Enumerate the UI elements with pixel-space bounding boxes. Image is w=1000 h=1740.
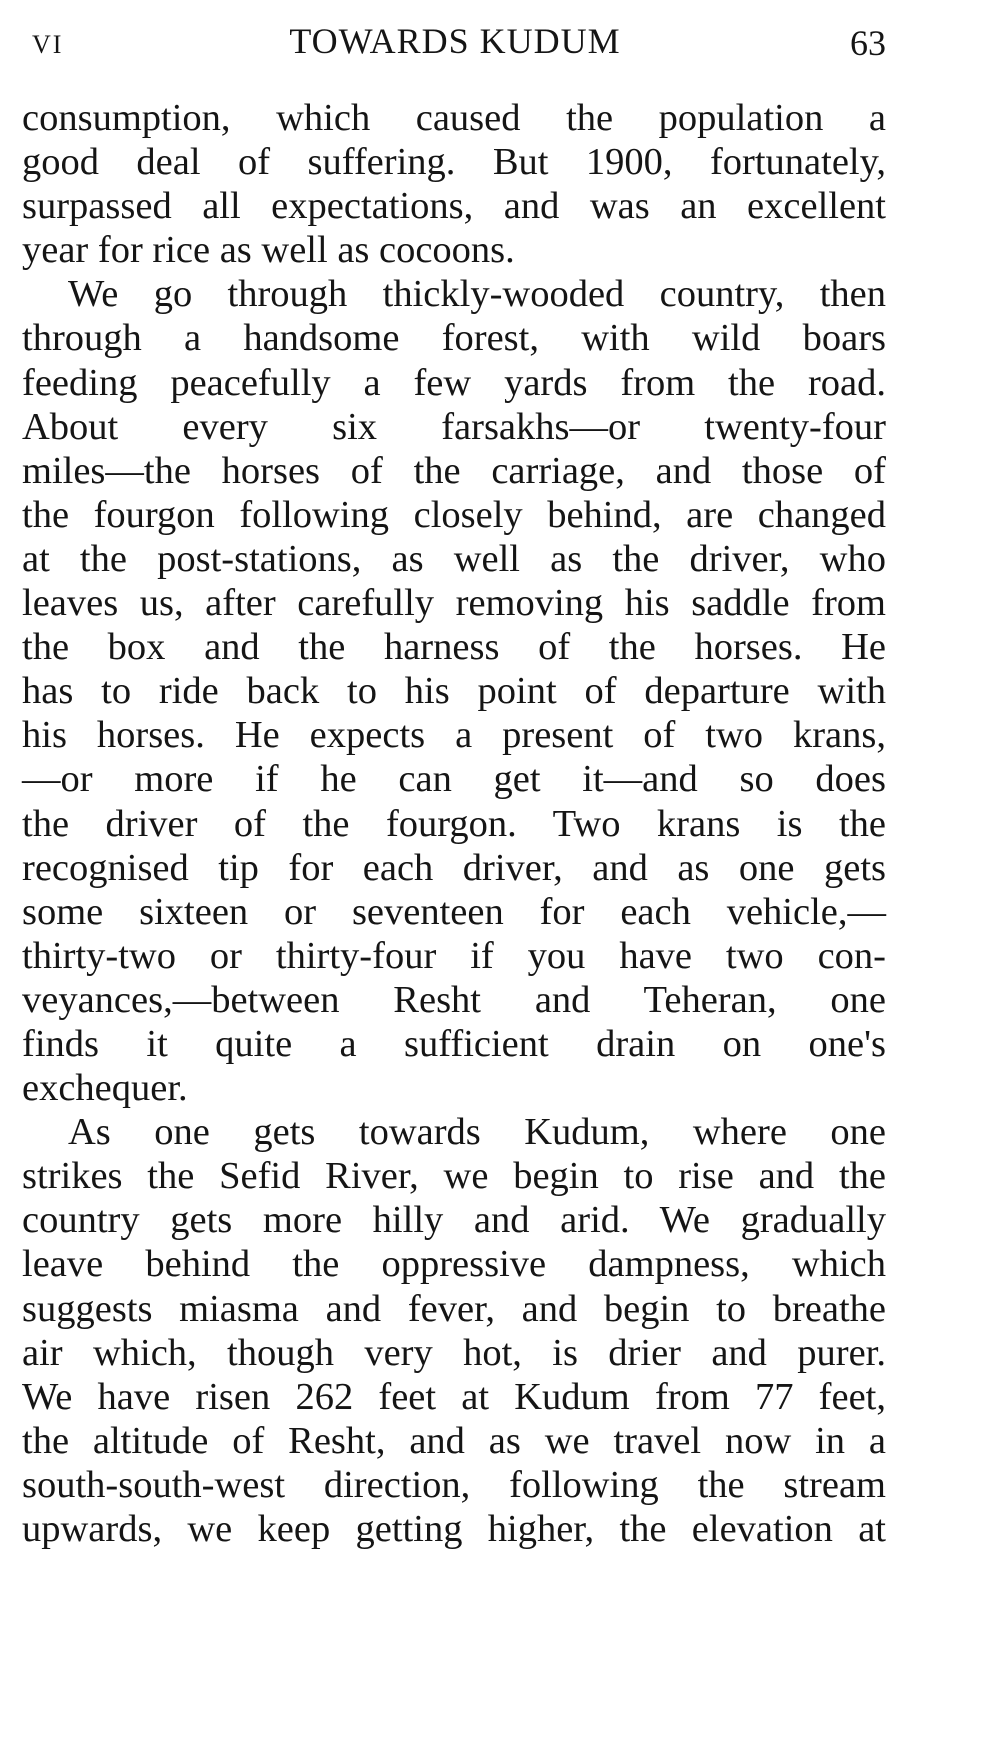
text-line: exchequer. bbox=[22, 1067, 188, 1110]
text-line: year for rice as well as cocoons. bbox=[22, 229, 515, 272]
text-line: some sixteen or seventeen for each vehicle,— bbox=[22, 890, 886, 933]
text-line: through a handsome forest, with wild boars bbox=[22, 317, 886, 360]
text-line: upwards, we keep getting higher, the elevation at bbox=[22, 1508, 886, 1550]
text-line: consumption, which caused the population a bbox=[22, 97, 886, 139]
text-line: leave behind the oppressive dampness, which bbox=[22, 1243, 886, 1286]
text-line: has to ride back to his point of departure with bbox=[22, 670, 886, 713]
text-line: thirty-two or thirty-four if you have two con- bbox=[22, 934, 886, 977]
text-line: the box and the harness of the horses. He bbox=[22, 626, 886, 669]
text-line: strikes the Sefid River, we begin to rise and the bbox=[22, 1155, 886, 1198]
running-header bbox=[24, 18, 886, 64]
text-line: We have risen 262 feet at Kudum from 77 feet, bbox=[22, 1375, 886, 1418]
text-line: south-south-west direction, following the stream bbox=[22, 1463, 886, 1506]
running-title: TOWARDS KUDUM bbox=[289, 21, 621, 61]
text-line: air which, though very hot, is drier and purer. bbox=[22, 1331, 886, 1374]
page-number: 63 bbox=[850, 23, 886, 63]
body-text bbox=[22, 96, 886, 1551]
text-line: leaves us, after carefully removing his saddle from bbox=[22, 582, 886, 625]
text-line: at the post-stations, as well as the driver, who bbox=[22, 537, 886, 580]
text-line: good deal of suffering. But 1900, fortunately, bbox=[22, 141, 886, 184]
text-line: veyances,—between Resht and Teheran, one bbox=[22, 978, 886, 1021]
text-line: About every six farsakhs—or twenty-four bbox=[22, 405, 886, 448]
text-line: suggests miasma and fever, and begin to breathe bbox=[22, 1287, 886, 1330]
text-line: recognised tip for each driver, and as one gets bbox=[22, 846, 886, 889]
text-line: —or more if he can get it—and so does bbox=[22, 758, 886, 801]
text-line: feeding peacefully a few yards from the road. bbox=[22, 361, 886, 404]
text-line: the driver of the fourgon. Two krans is the bbox=[22, 802, 886, 845]
chapter-number: VI bbox=[32, 30, 64, 59]
text-line: the altitude of Resht, and as we travel now in a bbox=[22, 1419, 886, 1462]
text-line: country gets more hilly and arid. We gradually bbox=[22, 1199, 886, 1242]
text-line: surpassed all expectations, and was an excellent bbox=[22, 185, 886, 228]
text-line: his horses. He expects a present of two krans, bbox=[22, 714, 886, 757]
text-line: finds it quite a sufficient drain on one's bbox=[22, 1022, 886, 1065]
text-line: We go through thickly-wooded country, then bbox=[68, 273, 886, 316]
text-line: As one gets towards Kudum, where one bbox=[68, 1111, 886, 1154]
text-line: the fourgon following closely behind, are changed bbox=[22, 493, 886, 536]
text-line: miles—the horses of the carriage, and those of bbox=[22, 449, 886, 492]
